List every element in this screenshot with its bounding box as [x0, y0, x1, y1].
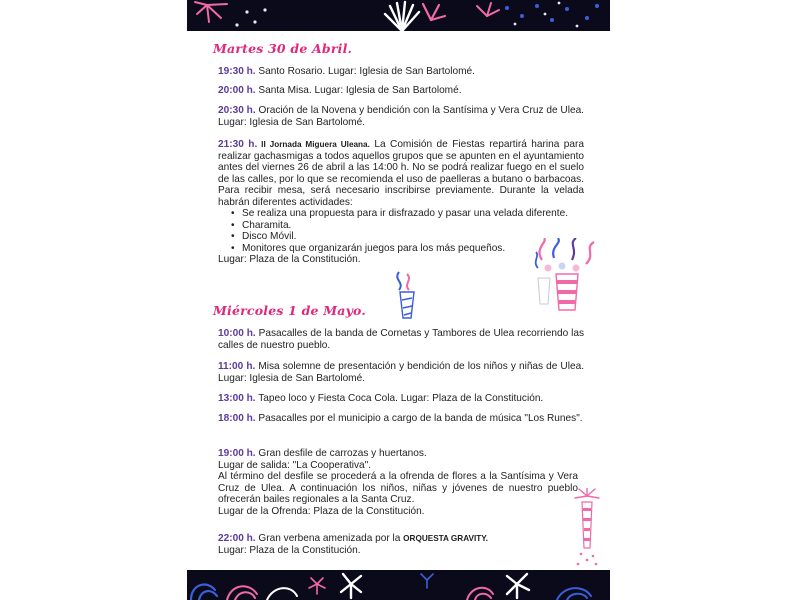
event-time: 13:00 h. [218, 393, 256, 404]
event-highlight: ORQUESTA GRAVITY. [403, 534, 489, 543]
party-horn-icon [391, 268, 423, 320]
event-2000 [218, 85, 584, 97]
event-place: Lugar: Plaza de la Constitución. [218, 254, 361, 265]
event-time: 20:00 h. [218, 85, 256, 96]
event-text: Santo Rosario. Lugar: Iglesia de San Bartolomé. [255, 66, 475, 77]
event-1100 [218, 361, 584, 384]
event-text: Tapeo loco y Fiesta Coca Cola. Lugar: Plaza de la Constitución. [255, 393, 544, 404]
fireworks-header-art [187, 0, 610, 31]
event-text: Gran verbena amenizada por la [255, 533, 404, 544]
list-item: • Monitores que organizarán juegos para los más pequeños. [218, 243, 584, 255]
event-1930 [218, 66, 584, 78]
event-line: Lugar de salida: "La Cooperativa". [218, 459, 372, 471]
fireworks-header-band [187, 0, 610, 31]
event-1800 [218, 413, 584, 425]
list-item: • Charamita. [218, 220, 584, 232]
event-2130 [218, 139, 584, 266]
event-line: Al término del desfile se procederá a la ofrenda de flores a la Santísima y Vera Cruz de Ulea. A continuación los niños, niñas y jóvenes de nuestro pueblo ofrecerán bailes regionales a la Santa Cruz. [218, 471, 578, 505]
event-time: 10:00 h. [218, 328, 256, 339]
day-heading-wednesday: Miércoles 1 de Mayo. [213, 303, 366, 318]
event-1900 [218, 448, 578, 517]
event-time: 21:30 h. [218, 139, 258, 150]
event-text: La Comisión de Fiestas repartirá harina para realizar gachasmigas a todos aquellos grupos que se apunten en el ayuntamiento antes del viernes 26 de abril a las 14:00 h. No se podrá realizar fuego en el suelo de las calles, por lo que se recomienda el uso de paelleras a butano o barbacoas. Para recibir mesa, será necesario inscribirse previamente. Durante la velada habrán diferentes actividades: [218, 139, 585, 208]
event-place: Lugar: Plaza de la Constitución. [218, 544, 361, 556]
fireworks-footer-band [187, 570, 610, 600]
event-text: Misa solemne de presentación y bendición de los niños y niñas de Ulea. Lugar: Iglesia de San Bartolomé. [218, 361, 584, 384]
activities-list [218, 208, 584, 254]
event-2200 [218, 533, 568, 556]
event-text: Pasacalles de la banda de Cornetas y Tambores de Ulea recorriendo las calles de nuestro pueblo. [218, 328, 585, 351]
program-page [187, 0, 610, 600]
event-time: 22:00 h. [218, 533, 256, 544]
fireworks-footer-art [187, 570, 610, 600]
event-1000 [218, 328, 584, 351]
event-time: 11:00 h. [218, 361, 256, 372]
event-time: 20:30 h. [218, 105, 256, 116]
event-1300 [218, 393, 584, 405]
event-time: 19:00 h. [218, 448, 256, 459]
event-time: 19:30 h. [218, 66, 256, 77]
event-text: Pasacalles por el municipio a cargo de la banda de música "Los Runes". [255, 413, 583, 424]
event-text: Santa Misa. Lugar: Iglesia de San Bartolomé. [255, 85, 462, 96]
event-2030 [218, 105, 584, 128]
list-item: • Se realiza una propuesta para ir disfrazado y pasar una velada diferente. [218, 208, 584, 220]
event-text: Oración de la Novena y bendición con la Santísima y Vera Cruz de Ulea. Lugar: Iglesia de San Bartolomé. [218, 105, 584, 128]
event-line: Lugar de la Ofrenda: Plaza de la Constitución. [218, 505, 425, 517]
streamers-cup-icon [532, 238, 602, 316]
event-time: 18:00 h. [218, 413, 256, 424]
day-heading-tuesday: Martes 30 de Abril. [213, 41, 353, 56]
event-text: Gran desfile de carrozas y huertanos. [255, 448, 427, 459]
firework-rocket-icon [572, 488, 602, 570]
list-item: • Disco Móvil. [218, 231, 584, 243]
event-highlight: II Jornada Miguera Uleana. [257, 140, 370, 149]
